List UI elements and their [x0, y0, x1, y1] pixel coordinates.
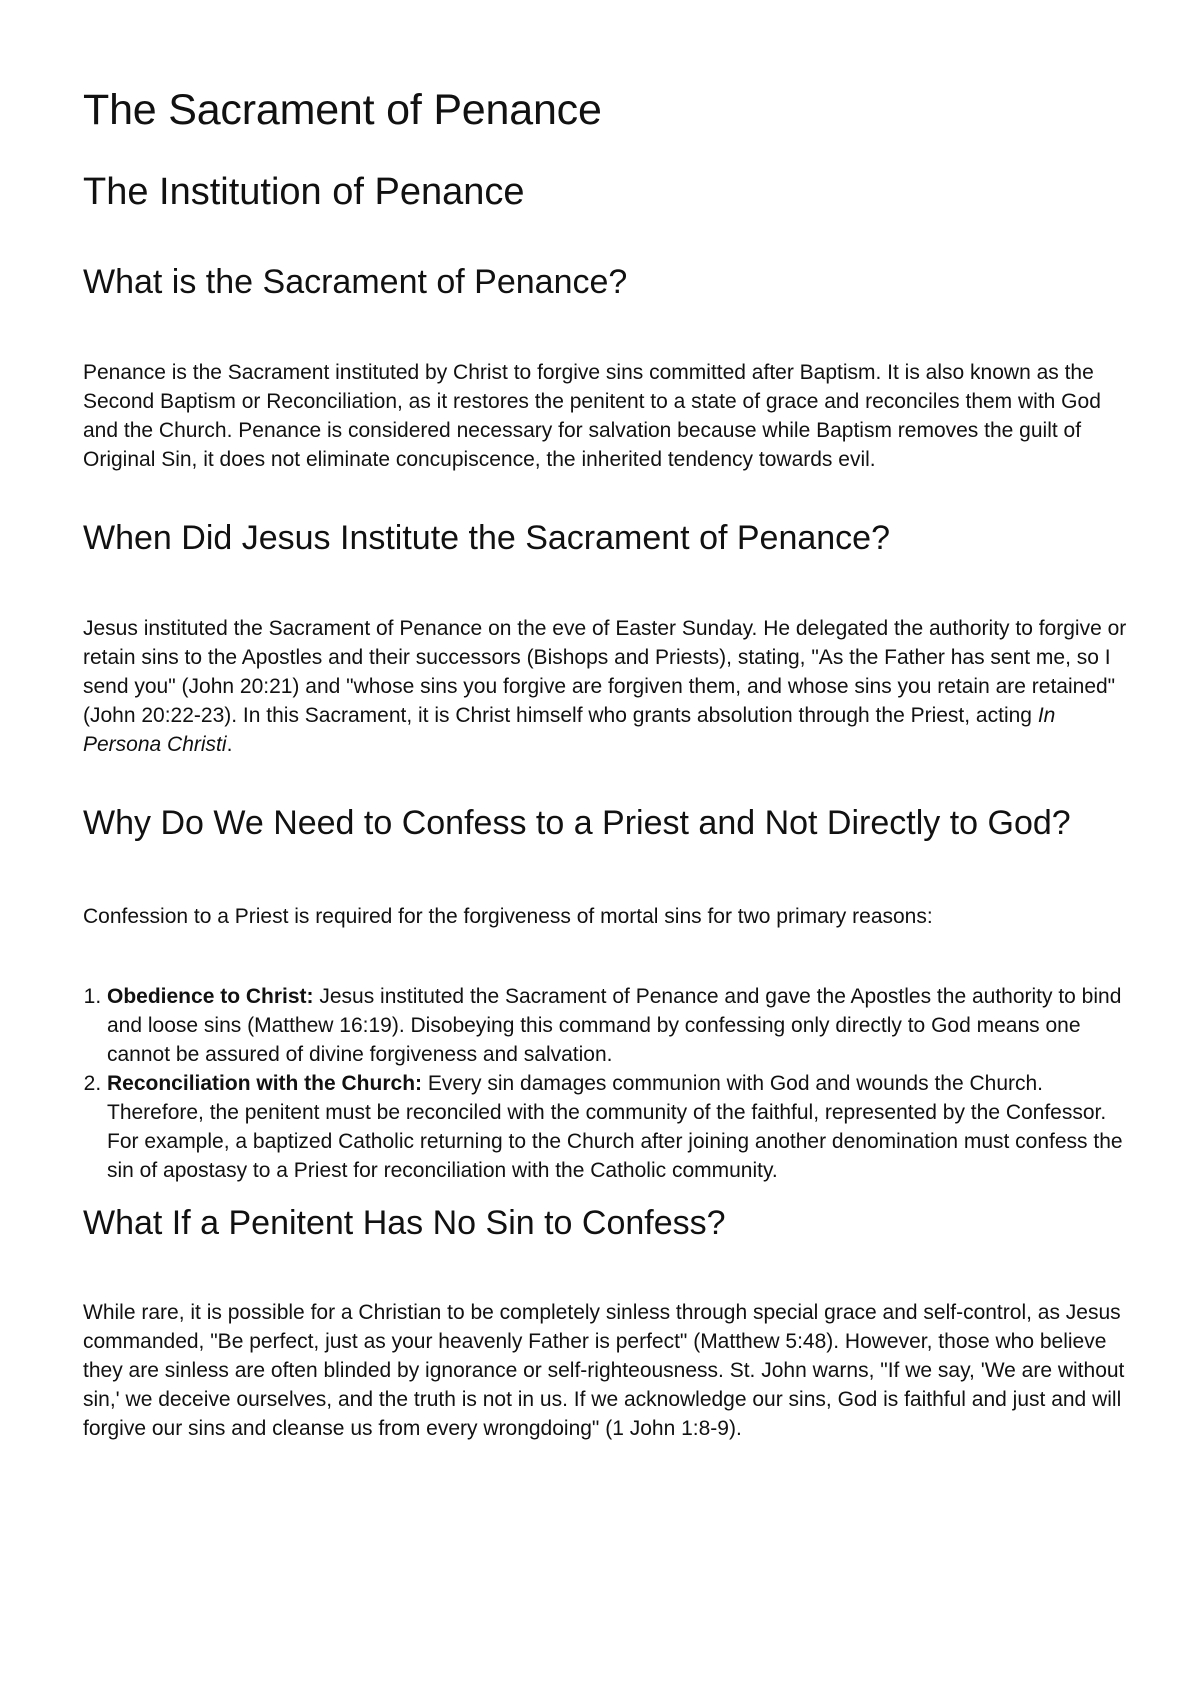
- reasons-list: [83, 982, 1133, 1185]
- section-body-when: [83, 614, 1133, 759]
- section-heading-why-priest: Why Do We Need to Confess to a Priest and Not Directly to God?: [83, 804, 1071, 842]
- list-item: [107, 1069, 1133, 1185]
- section-body-when-end: .: [226, 733, 233, 756]
- section-heading-what-is: What is the Sacrament of Penance?: [83, 263, 628, 301]
- list-item: [107, 982, 1133, 1069]
- section-body-why-priest: Confession to a Priest is required for the forgiveness of mortal sins for two primary reasons:: [83, 905, 933, 928]
- section-heading-no-sin: What If a Penitent Has No Sin to Confess?: [83, 1204, 726, 1242]
- page-title: The Sacrament of Penance: [83, 86, 602, 134]
- list-item-text: Jesus instituted the Sacrament of Penance and gave the Apostles the authority to bind and loose sins (Matthew 16:19). Disobeying this command by confessing only directly to God means one cannot be assured of divine forgiveness and salvation.: [107, 985, 1122, 1066]
- list-item-term: Obedience to Christ:: [107, 985, 314, 1008]
- section-body-what-is: Penance is the Sacrament instituted by Christ to forgive sins committed after Baptism. It is also known as the Second Baptism or Reconciliation, as it restores the penitent to a state of grace and reconciles them with God and the Church. Penance is considered necessary for salvation because while Baptism removes the guilt of Original Sin, it does not eliminate concupiscence, the inherited tendency towards evil.: [83, 361, 1101, 471]
- document-page: [83, 80, 1133, 1443]
- list-item-text: Every sin damages communion with God and wounds the Church. Therefore, the penitent must be reconciled with the community of the faithful, represented by the Confessor. For example, a baptized Catholic returning to the Church after joining another denomination must confess the sin of apostasy to a Priest for reconciliation with the Catholic community.: [107, 1072, 1123, 1182]
- list-item-term: Reconciliation with the Church:: [107, 1072, 423, 1095]
- in-persona-christi-italic: In Persona Christi: [83, 704, 1056, 756]
- section-heading-when: When Did Jesus Institute the Sacrament of Penance?: [83, 519, 891, 557]
- section-body-no-sin: While rare, it is possible for a Christian to be completely sinless through special grace and self-control, as Jesus commanded, "Be perfect, just as your heavenly Father is perfect" (Matthew 5:48). However, those who believe they are sinless are often blinded by ignorance or self-righteousness. St. John warns, "If we say, 'We are without sin,' we deceive ourselves, and the truth is not in us. If we acknowledge our sins, God is faithful and just and will forgive our sins and cleanse us from every wrongdoing" (1 John 1:8-9).: [83, 1301, 1125, 1440]
- section-body-when-text: Jesus instituted the Sacrament of Penance on the eve of Easter Sunday. He delegated the authority to forgive or retain sins to the Apostles and their successors (Bishops and Priests), stating, "As the Father has sent me, so I send you" (John 20:21) and "whose sins you forgive are forgiven them, and whose sins you retain are retained" (John 20:22-23). In this Sacrament, it is Christ himself who grants absolution through the Priest, acting: [83, 617, 1127, 727]
- institution-heading: The Institution of Penance: [83, 171, 525, 213]
